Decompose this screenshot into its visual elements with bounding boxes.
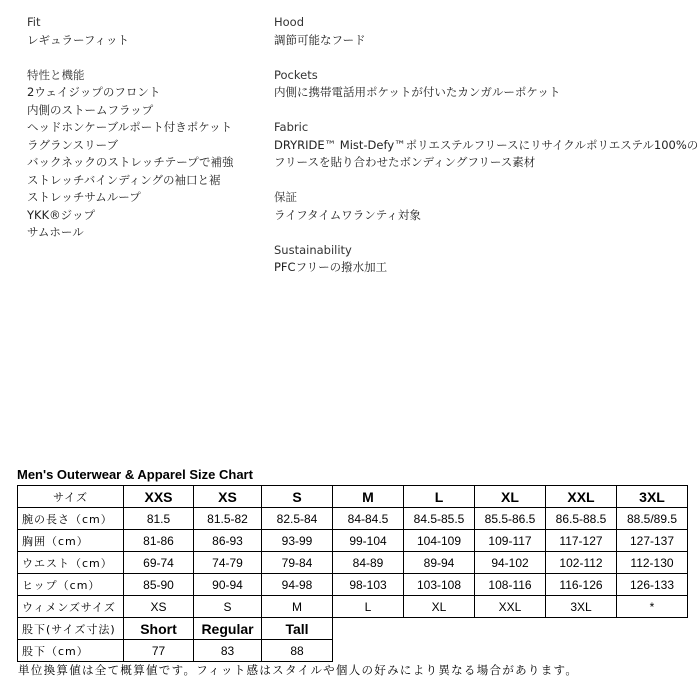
row-label: 股下(サイズ寸法) [18, 618, 124, 640]
spec-title: Sustainability [274, 242, 352, 257]
spec-title: Hood [274, 15, 305, 29]
fit-cell: Tall [262, 618, 333, 640]
spec-title: Pockets [274, 67, 318, 82]
spec-line: 内側のストームフラップ [27, 102, 154, 117]
size-header-cell: L [404, 486, 475, 508]
size-header-cell: 3XL [617, 486, 688, 508]
table-cell: 79-84 [262, 552, 333, 574]
table-cell: 81-86 [124, 530, 194, 552]
spec-section-warranty [274, 189, 694, 224]
spec-line: ヘッドホンケーブルポート付きポケット [27, 120, 233, 134]
size-header-cell: S [262, 486, 333, 508]
table-cell: 109-117 [475, 530, 546, 552]
inseam-value-row [18, 640, 688, 662]
table-cell: 82.5-84 [262, 508, 333, 530]
fit-cell: Short [124, 618, 194, 640]
spec-line: ライフタイムワランティ対象 [274, 207, 421, 222]
table-cell: 117-127 [546, 530, 617, 552]
spec-line: バックネックのストレッチテープで補強 [27, 155, 234, 169]
spec-line: 2ウェイジップのフロント [27, 85, 161, 99]
size-header-cell: XS [194, 486, 262, 508]
table-row-arm-length [18, 508, 688, 530]
table-cell: 104-109 [404, 530, 475, 552]
size-header-cell: M [333, 486, 404, 508]
spec-line: ストレッチバインディングの袖口と裾 [27, 172, 221, 187]
table-cell: 3XL [546, 596, 617, 618]
size-header-cell: XXS [124, 486, 194, 508]
spec-section-fabric [274, 119, 699, 172]
size-header-row [18, 486, 688, 508]
table-cell: 83 [194, 640, 262, 662]
table-cell: 89-94 [404, 552, 475, 574]
table-cell: 85.5-86.5 [475, 508, 546, 530]
size-chart-table [17, 485, 688, 662]
inseam-fit-row [18, 618, 688, 640]
blank-cell [333, 618, 688, 640]
table-cell: 86.5-88.5 [546, 508, 617, 530]
spec-line: ストレッチサムループ [27, 190, 141, 204]
table-cell: * [617, 596, 688, 618]
blank-cell [333, 640, 688, 662]
spec-title: 保証 [274, 190, 297, 204]
table-row-hip [18, 574, 688, 596]
table-cell: 98-103 [333, 574, 404, 596]
row-label: 腕の長さ（cm） [18, 508, 124, 530]
table-cell: M [262, 596, 333, 618]
table-cell: XL [404, 596, 475, 618]
spec-section-hood [274, 14, 694, 49]
spec-line: 内側に携帯電話用ポケットが付いたカンガルーポケット [274, 85, 561, 99]
table-cell: 85-90 [124, 574, 194, 596]
table-cell: 127-137 [617, 530, 688, 552]
table-cell: 81.5-82 [194, 508, 262, 530]
spec-line: フリースを貼り合わせたボンディングフリース素材 [274, 155, 536, 169]
table-row-womens-size [18, 596, 688, 618]
table-cell: XXL [475, 596, 546, 618]
table-row-chest [18, 530, 688, 552]
table-cell: 108-116 [475, 574, 546, 596]
table-cell: 69-74 [124, 552, 194, 574]
table-cell: 103-108 [404, 574, 475, 596]
size-header-cell: XXL [546, 486, 617, 508]
fit-cell: Regular [194, 618, 262, 640]
spec-title: 特性と機能 [27, 67, 85, 82]
size-header-cell: XL [475, 486, 546, 508]
table-cell: 126-133 [617, 574, 688, 596]
table-cell: 112-130 [617, 552, 688, 574]
specs-right-column [274, 14, 699, 294]
table-cell: 116-126 [546, 574, 617, 596]
footnote: 単位換算値は全て概算値です。フィット感はスタイルや個人の好みにより異なる場合があります。 [18, 663, 579, 677]
size-chart-title: Men's Outerwear & Apparel Size Chart [17, 467, 253, 482]
spec-section-features [27, 67, 267, 242]
table-cell: 81.5 [124, 508, 194, 530]
table-cell: 88 [262, 640, 333, 662]
table-row-waist [18, 552, 688, 574]
spec-section-fit [27, 14, 267, 49]
table-cell: 84-89 [333, 552, 404, 574]
table-cell: XS [124, 596, 194, 618]
spec-line: レギュラーフィット [27, 32, 130, 47]
spec-line: PFCフリーの撥水加工 [274, 260, 388, 274]
spec-line: サムホール [27, 225, 84, 239]
specs-left-column [27, 14, 267, 259]
row-label: 胸囲（cm） [18, 530, 124, 552]
table-cell: 99-104 [333, 530, 404, 552]
spec-section-sustainability [274, 242, 694, 277]
row-label: ウエスト（cm） [18, 552, 124, 574]
spec-title: Fabric [274, 120, 309, 134]
table-cell: 74-79 [194, 552, 262, 574]
spec-line: DRYRIDE™ Mist-Defy™ポリエステルフリースにリサイクルポリエステル100%の [274, 137, 699, 152]
table-cell: S [194, 596, 262, 618]
table-cell: 102-112 [546, 552, 617, 574]
spec-line: ラグランスリーブ [27, 137, 119, 152]
row-label: ヒップ（cm） [18, 574, 124, 596]
table-cell: L [333, 596, 404, 618]
table-cell: 93-99 [262, 530, 333, 552]
table-cell: 84.5-85.5 [404, 508, 475, 530]
table-cell: 88.5/89.5 [617, 508, 688, 530]
row-label: ウィメンズサイズ [18, 596, 124, 618]
table-cell: 77 [124, 640, 194, 662]
table-cell: 86-93 [194, 530, 262, 552]
table-cell: 94-102 [475, 552, 546, 574]
row-label: 股下（cm） [18, 640, 124, 662]
table-cell: 84-84.5 [333, 508, 404, 530]
size-header-label: サイズ [18, 486, 124, 508]
spec-line: YKK®ジップ [27, 207, 96, 222]
table-cell: 90-94 [194, 574, 262, 596]
spec-title: Fit [27, 15, 41, 29]
spec-section-pockets [274, 67, 694, 102]
table-cell: 94-98 [262, 574, 333, 596]
spec-line: 調節可能なフード [274, 32, 366, 47]
